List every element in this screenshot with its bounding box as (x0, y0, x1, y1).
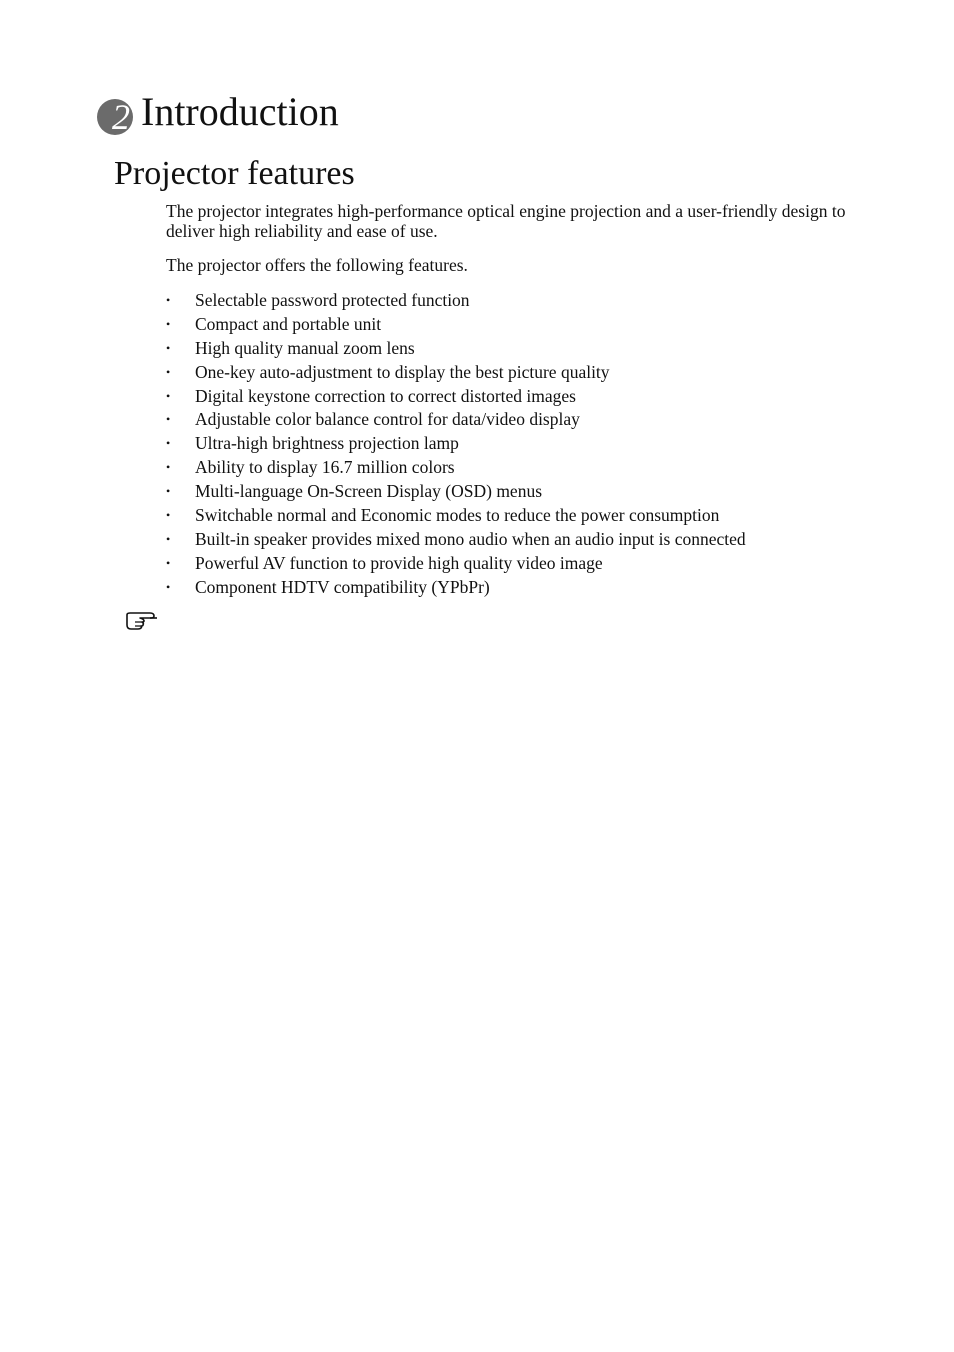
feature-text: Switchable normal and Economic modes to reduce the power consumption (195, 505, 720, 526)
intro-paragraph: The projector integrates high-performance optical engine projection and a user-friendly design to deliver high reliability and ease of use. (166, 201, 846, 241)
chapter-number: 2 (112, 97, 130, 137)
bullet: • (166, 531, 171, 546)
list-item (166, 289, 856, 313)
feature-text: Compact and portable unit (195, 313, 382, 334)
feature-text: Powerful AV function to provide high quality video image (195, 552, 603, 573)
chapter-title: Introduction (141, 89, 339, 134)
list-item (166, 528, 856, 552)
list-item (166, 385, 856, 409)
bullet: • (166, 508, 171, 523)
list-item (166, 504, 856, 528)
list-item (166, 337, 856, 361)
bullet: • (166, 388, 171, 403)
bullet: • (166, 293, 171, 307)
bullet: • (166, 364, 171, 379)
feature-text: Digital keystone correction to correct distorted images (195, 385, 576, 406)
feature-text: Component HDTV compatibility (YPbPr) (195, 576, 490, 597)
lead-in-paragraph: The projector offers the following features. (166, 255, 468, 275)
feature-text: Ability to display 16.7 million colors (195, 457, 455, 478)
feature-text: Built-in speaker provides mixed mono audio when an audio input is connected (195, 528, 746, 549)
feature-text: Ultra-high brightness projection lamp (195, 433, 459, 454)
bullet: • (166, 340, 171, 355)
bullet: • (166, 316, 171, 331)
chapter-number-badge (97, 91, 137, 137)
list-item (166, 480, 856, 504)
feature-text: High quality manual zoom lens (195, 337, 415, 358)
feature-text: Selectable password protected function (195, 290, 470, 310)
pointing-hand-icon (124, 609, 164, 631)
chapter-heading (97, 88, 339, 136)
bullet: • (166, 484, 171, 499)
section-content (166, 201, 856, 600)
list-item (166, 456, 856, 480)
list-item (166, 552, 856, 576)
feature-text: One-key auto-adjustment to display the best picture quality (195, 361, 610, 382)
feature-text: Multi-language On-Screen Display (OSD) menus (195, 481, 543, 502)
list-item (166, 408, 856, 432)
feature-list (166, 289, 856, 600)
bullet: • (166, 579, 171, 594)
section-title: Projector features (114, 155, 355, 192)
list-item (166, 576, 856, 600)
feature-text: Adjustable color balance control for data/video display (195, 409, 580, 430)
bullet: • (166, 555, 171, 570)
list-item (166, 361, 856, 385)
bullet: • (166, 412, 171, 427)
list-item (166, 432, 856, 456)
bullet: • (166, 460, 171, 475)
list-item (166, 313, 856, 337)
bullet: • (166, 436, 171, 451)
